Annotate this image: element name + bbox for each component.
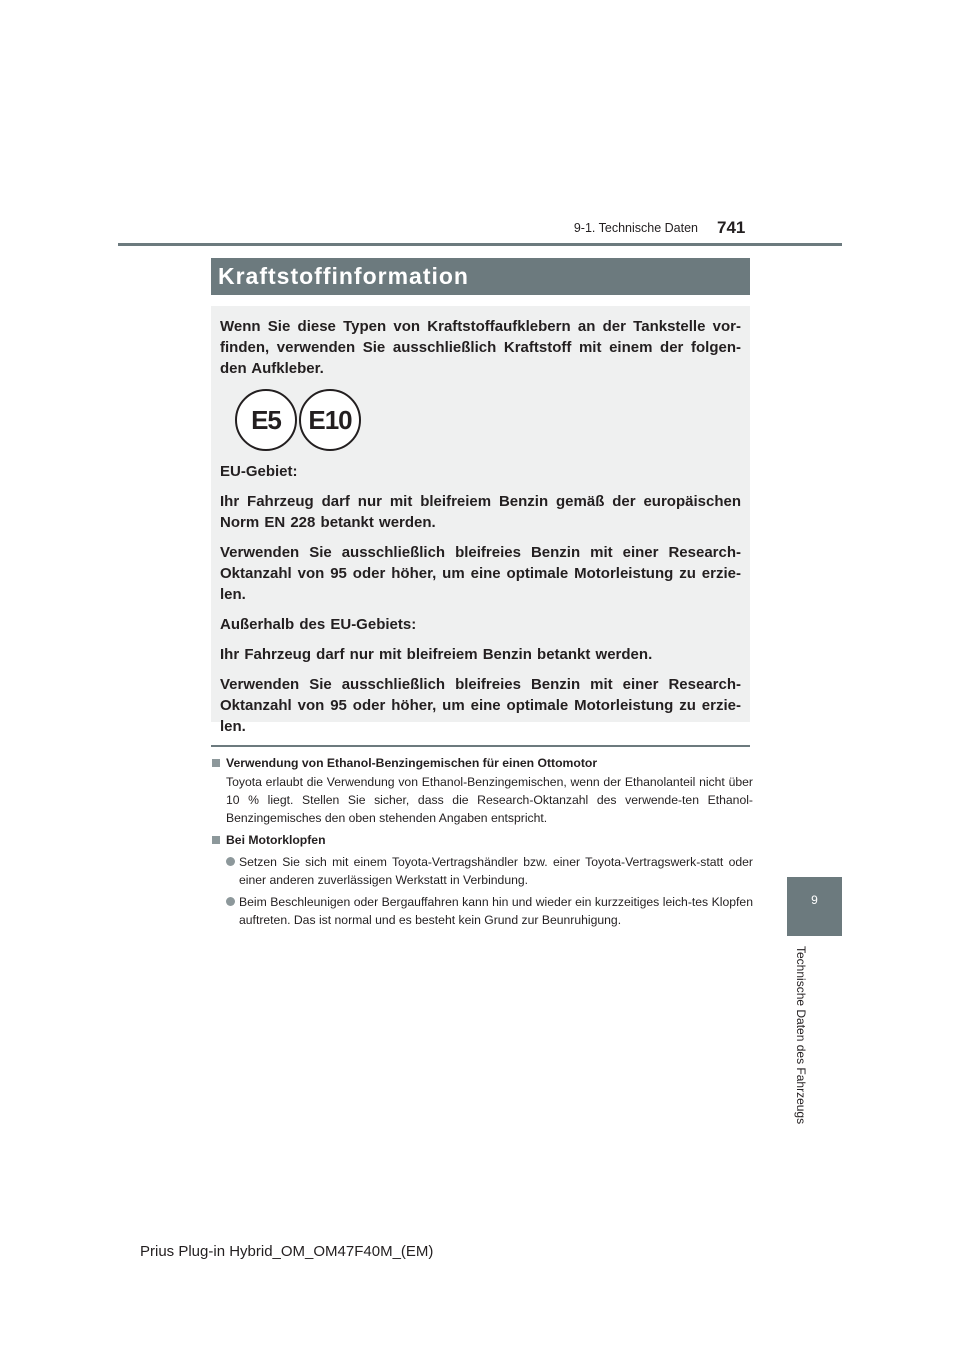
non-eu-text-1: Ihr Fahrzeug darf nur mit bleifreiem Benzin betankt werden. (220, 646, 653, 663)
knock-heading (211, 831, 753, 849)
square-bullet-icon (212, 836, 220, 844)
chapter-tab: 9 (787, 877, 842, 936)
knock-bullet-2: Beim Beschleunigen oder Bergauffahren kann hin und wieder ein kurzzeitiges leich-tes Klopfen auftreten. Das ist normal und es besteht kein Grund zur Beunruhigung. (239, 895, 753, 927)
eu-heading: EU-Gebiet: (220, 463, 298, 480)
notes-section (211, 754, 753, 933)
eu-text-1: Ihr Fahrzeug darf nur mit bleifreiem Benzin gemäß der europäischen Norm EN 228 betankt werden. (220, 493, 741, 531)
non-eu-heading: Außerhalb des EU-Gebiets: (220, 616, 417, 633)
circle-bullet-icon (226, 857, 235, 866)
fuel-label-e5: E5 (235, 389, 297, 451)
non-eu-text-2: Verwenden Sie ausschließlich bleifreies Benzin mit einer Research-Oktanzahl von 95 oder höher, um eine optimale Motorleistung zu erzie-len. (220, 676, 741, 735)
circle-bullet-icon (226, 897, 235, 906)
eu-text-2: Verwenden Sie ausschließlich bleifreies Benzin mit einer Research-Oktanzahl von 95 oder höher, um eine optimale Motorleistung zu erzie-len. (220, 544, 741, 603)
ethanol-text: Toyota erlaubt die Verwendung von Ethanol-Benzingemischen, wenn der Ethanolanteil nicht über 10 % liegt. Stellen Sie sicher, dass die Research-Oktanzahl des verwende-ten Ethanol-Benzingemisches den oben stehenden Angaben entspricht. (226, 775, 753, 825)
ethanol-heading (211, 754, 753, 772)
fuel-label-e10: E10 (299, 389, 361, 451)
footer-document-id: Prius Plug-in Hybrid_OM_OM47F40M_(EM) (140, 1243, 434, 1260)
list-item (226, 893, 753, 929)
page-number: 741 (717, 218, 746, 237)
square-bullet-icon (212, 759, 220, 767)
section-title: Kraftstoffinformation (211, 258, 750, 295)
notes-divider (211, 745, 750, 747)
list-item (226, 853, 753, 889)
knock-heading-text: Bei Motorklopfen (226, 833, 326, 847)
fuel-labels (235, 389, 741, 451)
knock-bullet-1: Setzen Sie sich mit einem Toyota-Vertragshändler bzw. einer Toyota-Vertragswerk-statt oder einer anderen zuverlässigen Werkstatt in Verbindung. (239, 855, 753, 887)
ethanol-heading-text: Verwendung von Ethanol-Benzingemischen für einen Ottomotor (226, 756, 598, 770)
fuel-info-box (211, 306, 750, 735)
intro-text: Wenn Sie diese Typen von Kraftstoffaufklebern an der Tankstelle vor-finden, verwenden Sie ausschließlich Kraftstoff mit einem der folgen-den Aufkleber. (220, 318, 741, 377)
header-section-title: 9-1. Technische Daten (573, 221, 698, 235)
chapter-title-vertical: Technische Daten des Fahrzeugs (794, 946, 808, 1125)
header-divider (118, 243, 842, 246)
